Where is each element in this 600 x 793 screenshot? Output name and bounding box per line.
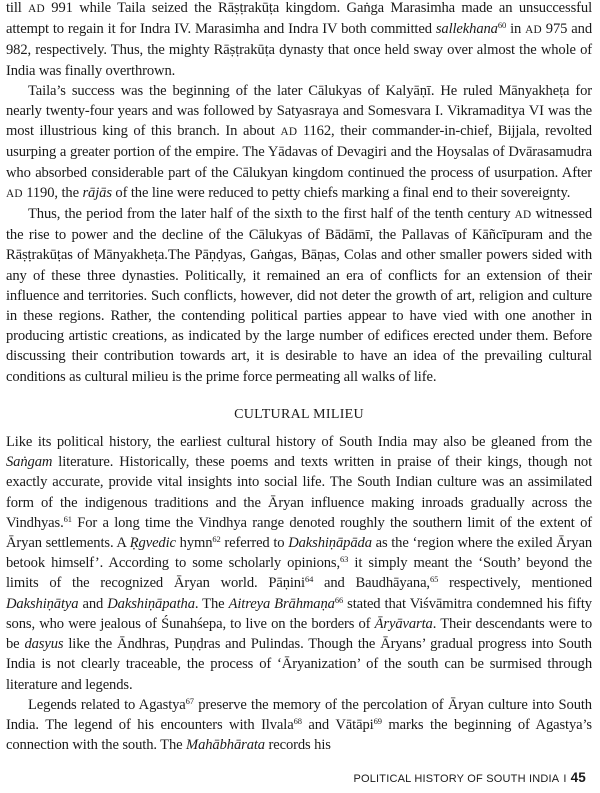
era-abbreviation: AD xyxy=(525,24,542,37)
italic-term: sallekhana xyxy=(435,21,498,38)
footnote-ref: 65 xyxy=(429,574,439,585)
section-heading: CULTURAL MILIEU xyxy=(234,406,364,422)
paragraph: till AD 991 while Taila seized the Rāṣṭrakūṭa kingdom. Gaṅga Marasimha made an unsuccessful attempt to regain it for Indra IV. Marasimha and Indra IV both committed sallekhana$^{60}$ in AD 975 and 982, respectively. Thus, the mighty Rāṣṭrakūṭa dynasty that once held sway over almost the whole of India was finally overthrown. xyxy=(6,0,593,79)
italic-term: Mahābhārata xyxy=(186,737,265,754)
paragraph: Like its political history, the earliest cultural history of South India may also be gleaned from the Saṅgam literature. Historically, these poems and texts written in praise of their kings, though not exactly accurate, provide vital insights into social life. The South Indian culture was an assimilated form of the indigenous traditions and the Āryan influence making inroads gradually across the Vindhyas.$^{61}$ For a long time the Vindhya range denoted roughly the southern limit of the extent of Āryan settlements. A Ṛgvedic hymn$^{62}$ referred to Dakshiṇāpāda as the ‘region where the exiled Āryan betook himself’. According to some scholarly opinions,$^{63}$ it simply meant the ‘South’ beyond the limits of the recognized Āryan world. Pāṇini$^{64}$ and Baudhāyana,$^{65}$ respectively, mentioned Dakshiṇātya and Dakshiṇāpatha. The Aitreya Brāhmaṇa$^{66}$ stated that Viśvāmitra condemned his fifty sons, who were jealous of Śunahśepa, to live on the borders of Āryāvarta. Their descendants were to be dasyus like the Āndhras, Puṇḍras and Pulindas. Though the Āryans’ gradual progress into South India is not clearly traceable, the process of ‘Āryanization’ of the south can be surmised through literature and legends. xyxy=(6,434,593,693)
italic-term: Dakshiṇātya xyxy=(6,595,79,612)
italic-term: Saṅgam xyxy=(6,454,53,471)
body-text xyxy=(6,0,592,755)
footer-separator: I xyxy=(563,773,567,785)
footnote-ref: 61 xyxy=(63,513,72,524)
page-footer xyxy=(353,770,586,785)
italic-term: rājās xyxy=(82,184,112,201)
footnote-ref: 68 xyxy=(293,715,302,726)
footnote-ref: 60 xyxy=(497,20,507,31)
footnote-ref: 67 xyxy=(185,695,194,706)
paragraph: Taila’s success was the beginning of the later Cālukyas of Kalyāṇī. He ruled Mānyakheṭa for nearly twenty-four years and was followed by Satyasraya and Somesvara I. Vikramaditya VI was the most illustrious king of this branch. In about AD 1162, their commander-in-chief, Bijjala, revolted usurping a greater portion of the empire. The Yādavas of Devagiri and the Hoysalas of Dvārasamudra who absorbed considerable part of the Cālukyan kingdom continued the process of usurpation. After AD 1190, the rājās of the line were reduced to petty chiefs marking a final end to their sovereignty. xyxy=(6,82,592,201)
footnote-ref: 64 xyxy=(304,574,314,585)
italic-term: Aitreya Brāhmaṇa xyxy=(228,595,335,612)
page-number: 45 xyxy=(570,770,586,785)
footnote-ref: 63 xyxy=(340,554,349,565)
era-abbreviation: AD xyxy=(280,126,298,139)
era-abbreviation: AD xyxy=(28,3,45,15)
italic-term: Ṛgvedic xyxy=(129,535,176,552)
era-abbreviation: AD xyxy=(6,187,23,200)
paragraph: Thus, the period from the later half of the sixth to the first half of the tenth century AD witnessed the rise to power and the decline of the Cālukyas of Bādāmī, the Pallavas of Kāñcīpuram and the Rāṣṭrakūṭas of Mānyakheṭa.The Pāṇḍyas, Gaṅgas, Bāṇas, Colas and other smaller powers sided with any of these three dynasties. Politically, it remained an era of conflicts for an extension of their influence and territories. Such conflicts, however, did not deter the growth of art, religion and culture in these regions. Rather, the contending political parties appear to have vied with one another in producing artistic creations, as indicated by the large number of edifices erected under them. Before discussing their contribution towards art, it is desirable to have an idea of the prevailing cultural conditions as cultural milieu is the prime force permeating all walks of life. xyxy=(6,206,592,385)
running-title: POLITICAL HISTORY OF SOUTH INDIA xyxy=(353,773,560,785)
footnote-ref: 69 xyxy=(373,715,382,726)
era-abbreviation: AD xyxy=(514,209,532,222)
footnote-ref: 66 xyxy=(334,594,344,605)
italic-term: dasyus xyxy=(24,636,64,653)
italic-term: Āryāvarta xyxy=(374,615,433,632)
paragraph: Legends related to Agastya$^{67}$ preserve the memory of the percolation of Āryan culture into South India. The legend of his encounters with Ilvala$^{68}$ and Vātāpi$^{69}$ marks the beginning of Agastya’s connection with the south. The Mahābhārata records his xyxy=(6,695,592,754)
footnote-ref: 62 xyxy=(212,534,221,545)
italic-term: Dakshiṇāpāda xyxy=(288,535,372,552)
italic-term: Dakshiṇāpatha xyxy=(107,595,195,612)
